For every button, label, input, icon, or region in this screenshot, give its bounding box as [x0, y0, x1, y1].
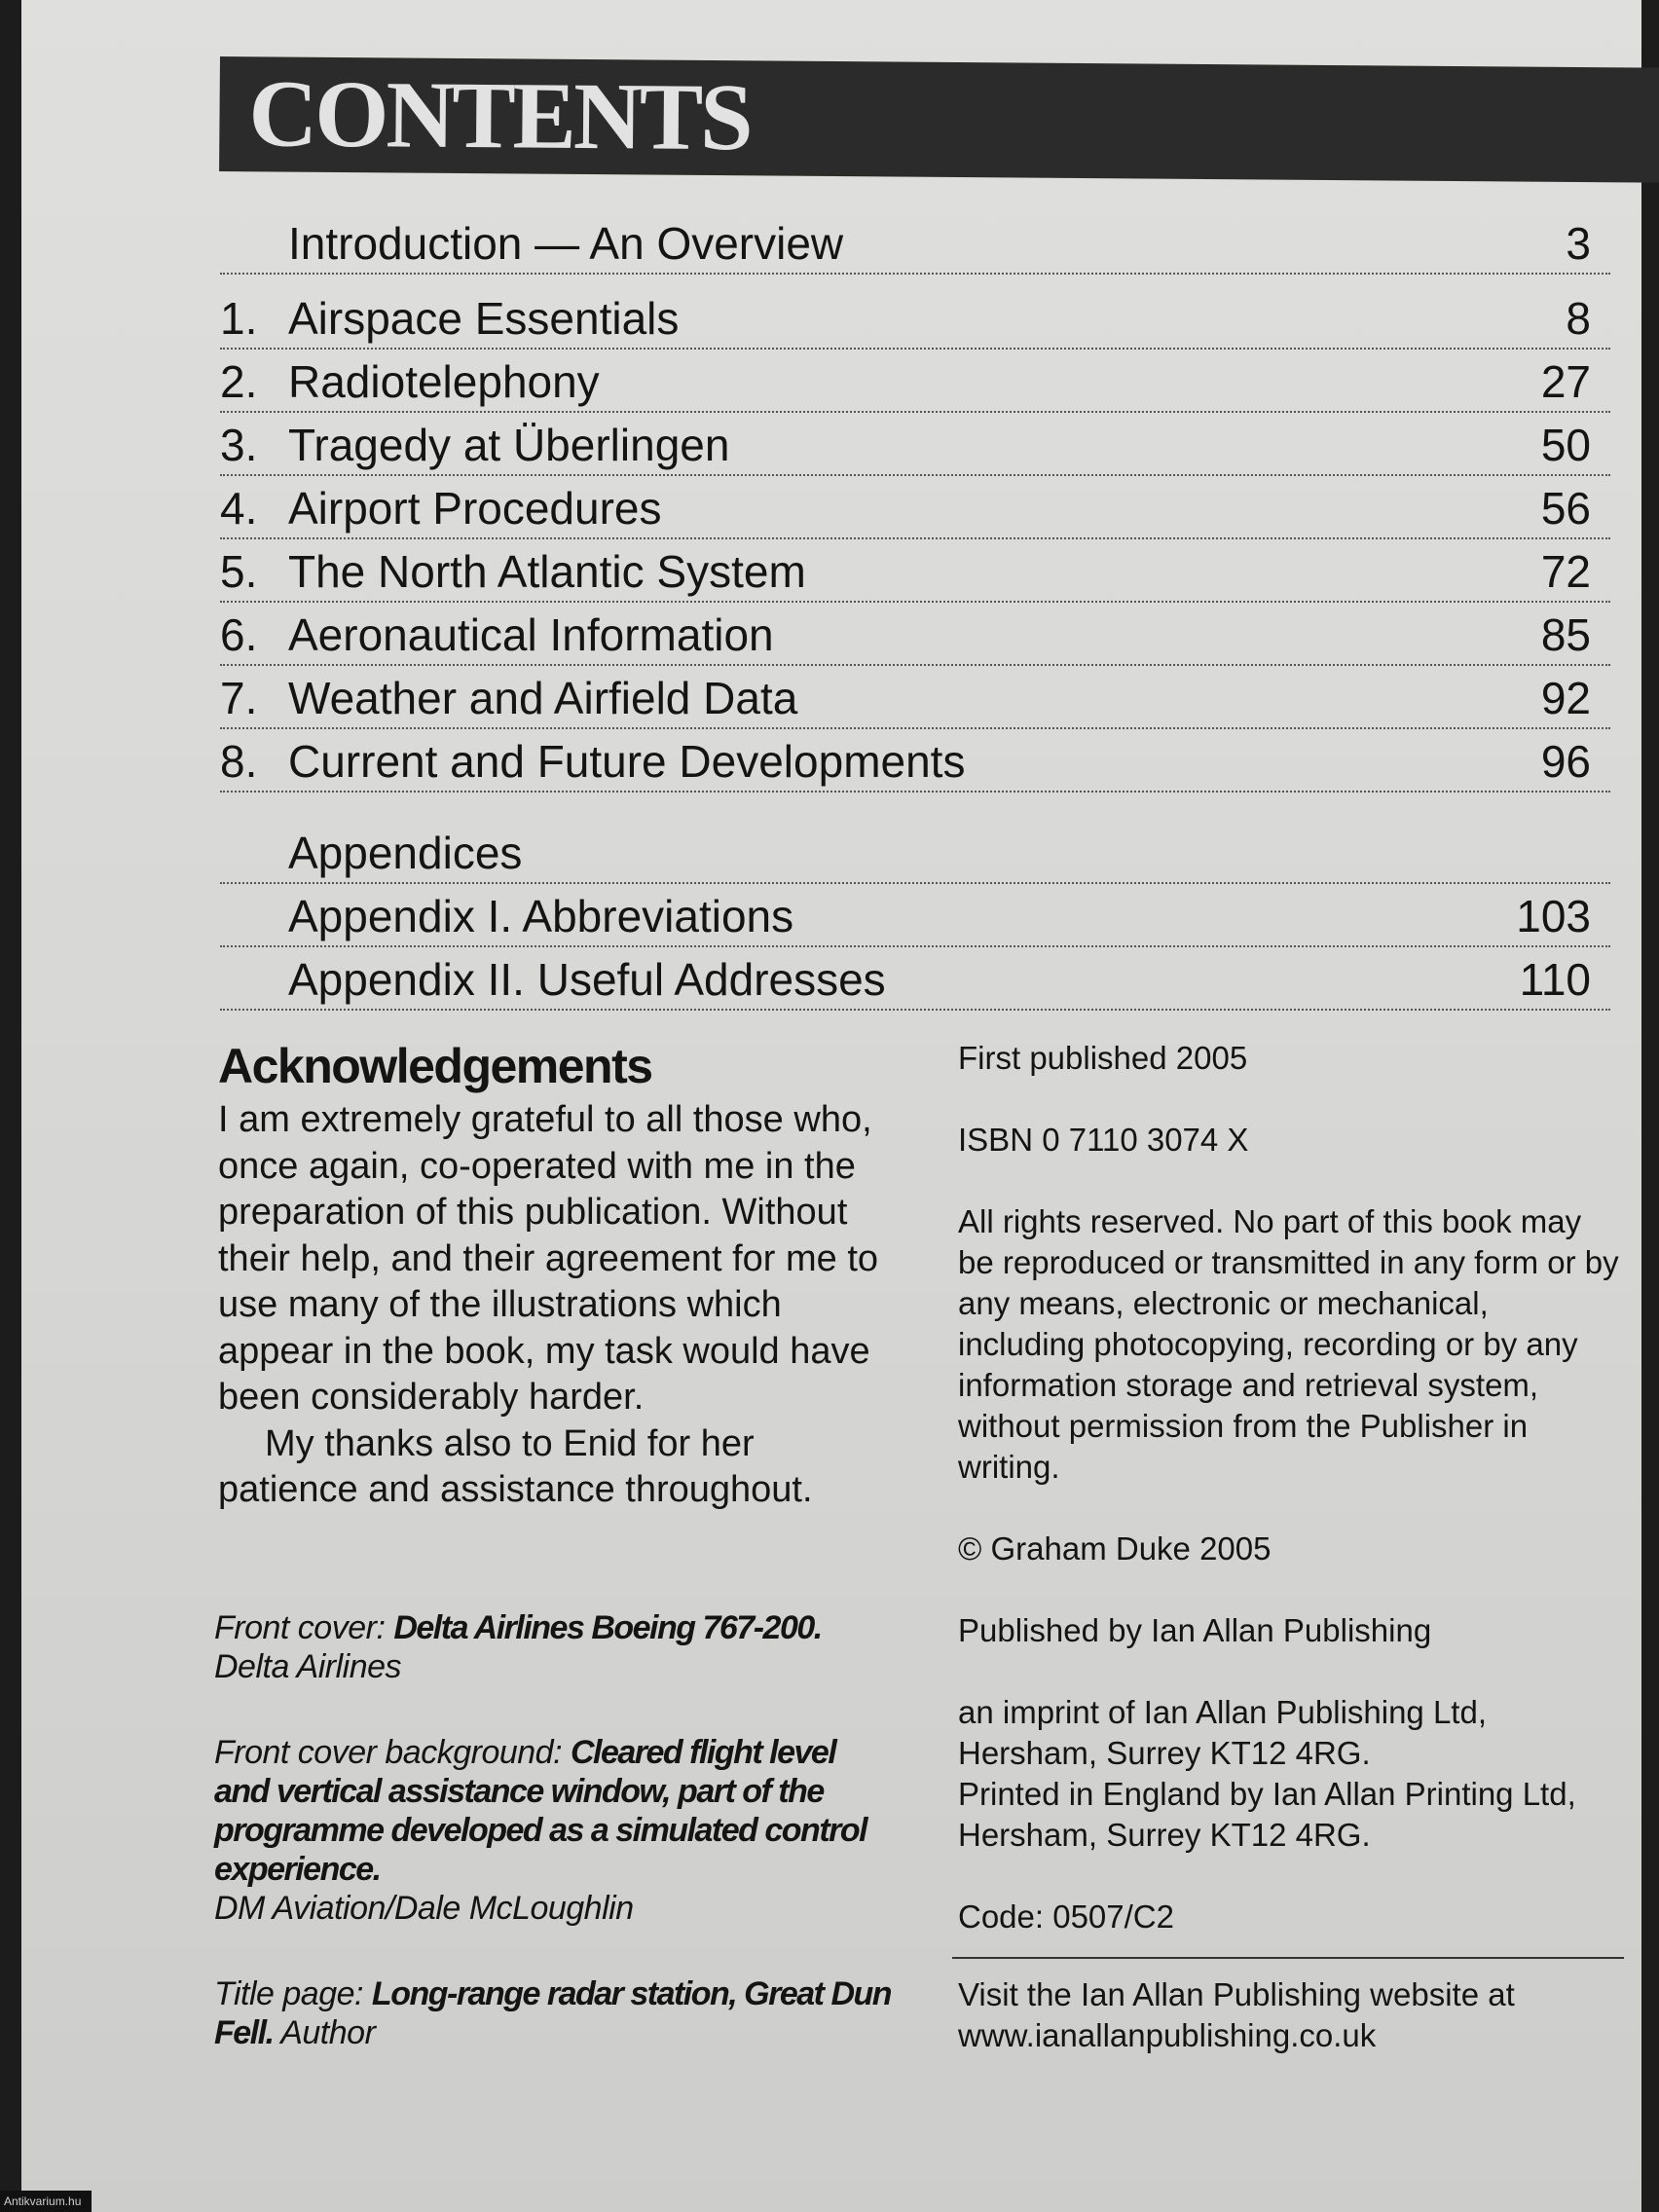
- toc-number: 6.: [220, 609, 258, 660]
- credit-label: Front cover:: [214, 1609, 394, 1646]
- watermark: Antikvarium.hu: [0, 2191, 92, 2212]
- credit-title-page: [214, 1974, 896, 2052]
- toc-page: 96: [1540, 736, 1591, 787]
- book-page: [21, 0, 1641, 2212]
- toc-page: 27: [1540, 356, 1591, 407]
- credit-front-cover-background: [214, 1733, 896, 1928]
- toc-page: 85: [1540, 609, 1591, 660]
- toc-page: 110: [1519, 954, 1591, 1005]
- publication-info: [958, 1038, 1620, 2097]
- page-title: CONTENTS: [248, 61, 752, 171]
- credit-label: Front cover background:: [214, 1734, 571, 1771]
- website-url: www.ianallanpublishing.co.uk: [958, 2017, 1377, 2053]
- toc-title: Appendices: [288, 828, 523, 878]
- toc-row-appendix-1: [220, 884, 1610, 947]
- toc-title: The North Atlantic System: [288, 546, 806, 597]
- credit-label: Title page:: [214, 1975, 372, 2012]
- toc-row-chapter-8: [220, 729, 1610, 793]
- imprint-line: an imprint of Ian Allan Publishing Ltd,: [958, 1694, 1488, 1730]
- rights-notice: All rights reserved. No part of this book may be reproduced or transmitted in any form or by any means, electronic or mechanical, including photocopying, recording or by any information storage and retrieval system, without permission from the Publisher in writing.: [958, 1203, 1619, 1485]
- toc-title: Airport Procedures: [288, 483, 662, 534]
- toc-row-chapter-1: [220, 286, 1610, 350]
- copyright: © Graham Duke 2005: [958, 1530, 1272, 1567]
- first-published: First published 2005: [958, 1040, 1248, 1076]
- toc-number: 1.: [220, 293, 258, 344]
- acknowledgements-heading: Acknowledgements: [218, 1039, 652, 1093]
- toc-row-introduction: [220, 200, 1610, 275]
- credit-front-cover: [214, 1608, 896, 1686]
- code: Code: 0507/C2: [958, 1899, 1174, 1935]
- toc-page: 56: [1540, 483, 1591, 534]
- toc-number: 2.: [220, 356, 258, 407]
- toc-page: 103: [1516, 891, 1591, 941]
- toc-title: Appendix I. Abbreviations: [288, 891, 794, 941]
- credit-subject: Delta Airlines Boeing 767-200.: [393, 1609, 822, 1646]
- toc-row-chapter-4: [220, 476, 1610, 539]
- imprint-printer: [958, 1692, 1620, 1856]
- toc-title: Airspace Essentials: [288, 293, 680, 344]
- toc-number: 7.: [220, 673, 258, 723]
- divider: [952, 1957, 1624, 1959]
- toc-row-chapter-5: [220, 539, 1610, 603]
- acknowledgements-paragraph: I am extremely grateful to all those who, once again, co-operated with me in the preparation of this publication. Without their help, and their agreement for me to use many of the illustrations which appear in the book, my task would have been considerably harder.: [218, 1099, 879, 1418]
- contents-banner: [219, 56, 1659, 183]
- acknowledgements-paragraph: My thanks also to Enid for her patience and assistance throughout.: [218, 1422, 813, 1510]
- toc-page: 8: [1566, 293, 1591, 344]
- isbn: ISBN 0 7110 3074 X: [958, 1122, 1249, 1158]
- website-line: Visit the Ian Allan Publishing website at: [958, 1976, 1515, 2012]
- toc-title: Weather and Airfield Data: [288, 673, 798, 723]
- toc-row-chapter-2: [220, 350, 1610, 413]
- toc-number: 5.: [220, 546, 258, 597]
- toc-page: 3: [1566, 218, 1591, 269]
- table-of-contents: [220, 200, 1610, 1011]
- toc-number: 8.: [220, 736, 258, 787]
- toc-title: Introduction — An Overview: [288, 218, 844, 269]
- toc-title: Tragedy at Überlingen: [288, 420, 730, 470]
- toc-title: Appendix II. Useful Addresses: [288, 954, 886, 1005]
- acknowledgements-section: [218, 1037, 880, 1514]
- toc-row-chapter-3: [220, 413, 1610, 476]
- toc-row-chapter-6: [220, 603, 1610, 666]
- toc-page: 50: [1540, 420, 1591, 470]
- toc-row-appendices-heading: [220, 814, 1610, 884]
- credit-subject: Cleared flight level and vertical assistance window, part of the programme developed as a simulated control experience.: [214, 1734, 867, 1888]
- toc-page: 92: [1540, 673, 1591, 723]
- website-notice: [958, 1974, 1620, 2056]
- credit-source: Author: [273, 2014, 376, 2051]
- toc-number: 3.: [220, 420, 258, 470]
- credit-subject: Long-range radar station, Great Dun Fell.: [214, 1975, 892, 2051]
- publisher: Published by Ian Allan Publishing: [958, 1612, 1432, 1648]
- toc-page: 72: [1540, 546, 1591, 597]
- toc-row-chapter-7: [220, 666, 1610, 729]
- toc-title: Current and Future Developments: [288, 736, 966, 787]
- imprint-line: Hersham, Surrey KT12 4RG.: [958, 1735, 1371, 1771]
- toc-number: 4.: [220, 483, 258, 534]
- photo-credits: [214, 1608, 896, 2099]
- printer-line: Printed in England by Ian Allan Printing Ltd,: [958, 1776, 1576, 1812]
- printer-line: Hersham, Surrey KT12 4RG.: [958, 1817, 1371, 1853]
- toc-row-appendix-2: [220, 947, 1610, 1011]
- credit-source: Delta Airlines: [214, 1648, 402, 1685]
- credit-source: DM Aviation/Dale McLoughlin: [214, 1890, 634, 1927]
- toc-title: Radiotelephony: [288, 356, 600, 407]
- toc-title: Aeronautical Information: [288, 609, 774, 660]
